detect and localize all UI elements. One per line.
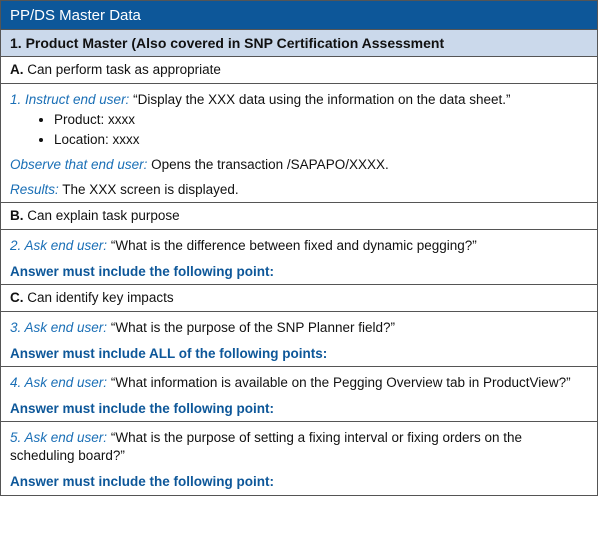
question-3-text: “What is the purpose of the SNP Planner field?” — [110, 320, 395, 335]
question-4-prefix: 4. Ask end user: — [10, 375, 108, 390]
question-2-prefix: 2. Ask end user: — [10, 238, 108, 253]
section-heading: 1. Product Master (Also covered in SNP Certification Assessment — [1, 30, 597, 57]
answer-requirement-2: Answer must include the following point: — [10, 264, 274, 279]
part-b-text: Can explain task purpose — [27, 208, 180, 223]
part-b-letter: B. — [10, 208, 24, 223]
observe-text: Opens the transaction /SAPAPO/XXXX. — [151, 157, 389, 172]
question-4 — [1, 367, 597, 422]
observe-prefix: Observe that end user: — [10, 157, 148, 172]
answer-requirement-3: Answer must include ALL of the following points: — [10, 346, 328, 361]
instruction-1-prefix: 1. Instruct end user: — [10, 92, 130, 107]
part-b-heading — [1, 203, 597, 230]
results-line — [10, 181, 588, 199]
question-3 — [1, 312, 597, 367]
results-text: The XXX screen is displayed. — [62, 182, 239, 197]
data-sheet-list — [10, 110, 588, 150]
part-c-text: Can identify key impacts — [27, 290, 174, 305]
question-2-text: “What is the difference between fixed and dynamic pegging?” — [110, 238, 477, 253]
answer-requirement-5: Answer must include the following point: — [10, 474, 274, 489]
list-item: • Location: xxxx — [54, 130, 588, 150]
part-a-text: Can perform task as appropriate — [27, 62, 221, 77]
part-c-heading — [1, 285, 597, 312]
question-3-prefix: 3. Ask end user: — [10, 320, 108, 335]
part-a-heading — [1, 57, 597, 84]
question-4-text: “What information is available on the Pegging Overview tab in ProductView?” — [110, 375, 571, 390]
observe-line — [10, 156, 588, 174]
list-item: • Product: xxxx — [54, 110, 588, 130]
question-5 — [1, 422, 597, 495]
results-prefix: Results: — [10, 182, 59, 197]
question-2 — [1, 230, 597, 285]
table-title: PP/DS Master Data — [1, 1, 597, 30]
part-c-letter: C. — [10, 290, 24, 305]
question-5-prefix: 5. Ask end user: — [10, 430, 108, 445]
instruction-1 — [1, 84, 597, 203]
instruction-1-text: “Display the XXX data using the information on the data sheet.” — [133, 92, 511, 107]
question-5-text: “What is the purpose of setting a fixing interval or fixing orders on the scheduling board?” — [10, 430, 523, 463]
part-a-letter: A. — [10, 62, 24, 77]
answer-requirement-4: Answer must include the following point: — [10, 401, 274, 416]
